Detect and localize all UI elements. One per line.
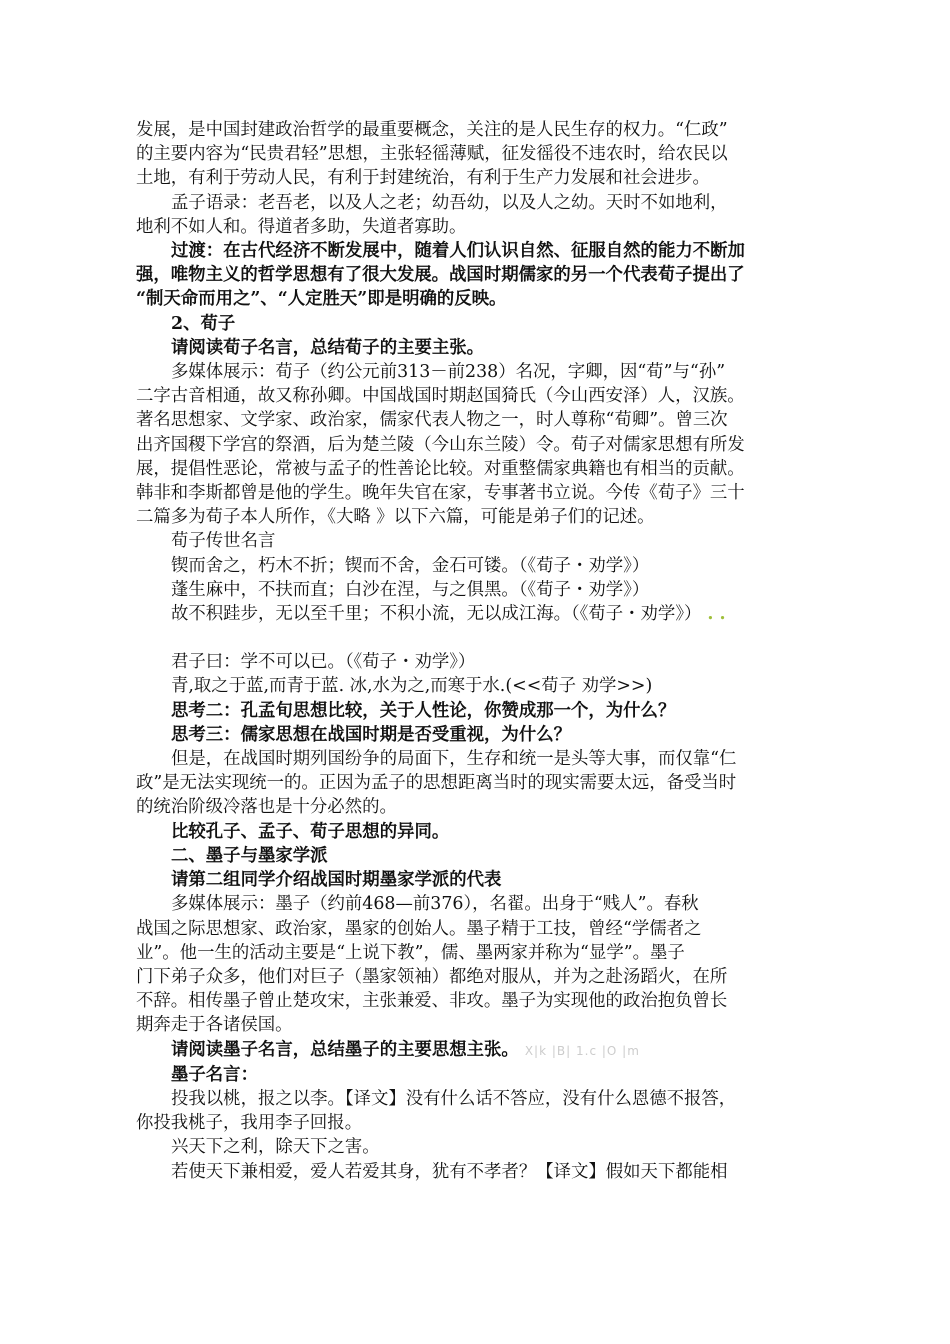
xunzi-quote-4: 君子曰：学不可以已。（《荀子・劝学》） — [171, 652, 476, 673]
mozi-quote-3: 若使天下兼相爱，爱人若爱其身，犹有不孝者？【译文】假如天下都能相 — [171, 1161, 728, 1182]
xunzi-reading-prompt: 请阅读荀子名言，总结荀子的主要主张。 — [171, 337, 485, 358]
xunzi-intro-line-7: 二篇多为荀子本人所作，《大略 》以下六篇，可能是弟子们的记述。 — [136, 507, 655, 528]
document-body — [136, 118, 826, 1184]
mozi-quote-2: 兴天下之利，除天下之害。 — [171, 1137, 380, 1158]
answer-line-3: 的统治阶级冷落也是十分必然的。 — [136, 797, 397, 818]
xunzi-quotes-title: 荀子传世名言 — [171, 531, 276, 552]
mozi-intro-line-2: 战国之际思想家、政治家，墨家的创始人。墨子精于工技，曾经“学儒者之 — [136, 918, 702, 939]
mencius-quotes-line-1: 孟子语录：老吾老，以及人之老；幼吾幼，以及人之幼。天时不如地利， — [171, 192, 728, 213]
xunzi-intro-line-1: 多媒体展示：荀子（约公元前313－前238）名况，字卿，因“荀”与“孙” — [171, 362, 726, 383]
think-question-3: 思考三：儒家思想在战国时期是否受重视，为什么？ — [171, 724, 571, 745]
mozi-reading-prompt-line — [136, 1038, 826, 1063]
think-question-2: 思考二：孔孟旬思想比较，关于人性论，你赞成那一个，为什么？ — [171, 700, 676, 721]
mozi-intro-line-1: 多媒体展示：墨子（约前468—前376），名翟。出身于“贱人”。春秋 — [171, 894, 699, 915]
answer-line-2: 政”是无法实现统一的。正因为孟子的思想距离当时的现实需要太远，备受当时 — [136, 773, 737, 794]
xunzi-quote-3: 故不积跬步，无以至千里；不积小流，无以成江海。（《荀子・劝学》） — [171, 604, 702, 625]
mozi-quote-1-line-2: 你投我桃子，我用李子回报。 — [136, 1113, 363, 1134]
xunzi-intro-line-4: 出齐国稷下学宫的祭酒，后为楚兰陵（今山东兰陵）令。荀子对儒家思想有所发 — [136, 434, 745, 455]
watermark: X|k |B| 1.c |O |m — [524, 1043, 640, 1058]
xunzi-intro-line-2: 二字古音相通，故又称孙卿。中国战国时期赵国猗氏（今山西安泽）人，汉族。 — [136, 386, 745, 407]
xunzi-quote-5: 青,取之于蓝,而青于蓝. 冰,水为之,而寒于水.(<<荀子 劝学>>) — [171, 676, 653, 697]
mencius-quotes-line-2: 地利不如人和。得道者多助，失道者寡助。 — [136, 216, 467, 237]
xunzi-intro-line-6: 韩非和李斯都曾是他的学生。晚年失官在家，专事著书立说。今传《荀子》三十 — [136, 483, 745, 504]
xunzi-intro-line-5: 展，提倡性恶论，常被与孟子的性善论比较。对重整儒家典籍也有相当的贡献。 — [136, 458, 745, 479]
mozi-reading-prompt: 请阅读墨子名言，总结墨子的主要思想主张。 — [171, 1039, 519, 1060]
stray-marks: . . — [707, 604, 726, 625]
section-heading-xunzi: 2、荀子 — [171, 313, 236, 334]
mozi-quotes-title: 墨子名言： — [171, 1064, 258, 1085]
mencius-paragraph-line-3: 土地，有利于劳动人民，有利于封建统治，有利于生产力发展和社会进步。 — [136, 168, 710, 189]
mozi-intro-line-6: 期奔走于各诸侯国。 — [136, 1015, 293, 1036]
answer-line-1: 但是，在战国时期列国纷争的局面下，生存和统一是头等大事，而仅靠“仁 — [171, 749, 737, 770]
mozi-group-prompt: 请第二组同学介绍战国时期墨家学派的代表 — [171, 870, 502, 891]
transition-line-1: 过渡：在古代经济不断发展中，随着人们认识自然、征服自然的能力不断加 — [171, 241, 745, 262]
compare-prompt: 比较孔子、孟子、荀子思想的异同。 — [171, 821, 450, 842]
transition-line-3: “制天命而用之”、“人定胜天”即是明确的反映。 — [136, 289, 507, 310]
mozi-intro-line-4: 门下弟子众多，他们对巨子（墨家领袖）都绝对服从，并为之赴汤蹈火，在所 — [136, 966, 728, 987]
mencius-paragraph-line-1: 发展，是中国封建政治哲学的最重要概念，关注的是人民生存的权力。“仁政” — [136, 120, 728, 140]
xunzi-intro-line-3: 著名思想家、文学家、政治家，儒家代表人物之一，时人尊称“荀卿”。曾三次 — [136, 410, 728, 431]
mozi-intro-line-5: 不辞。相传墨子曾止楚攻宋，主张兼爱、非攻。墨子为实现他的政治抱负曾长 — [136, 991, 728, 1012]
xunzi-quote-2: 蓬生麻中，不扶而直；白沙在涅，与之俱黑。（《荀子・劝学》） — [171, 579, 650, 600]
transition-line-2: 强，唯物主义的哲学思想有了很大发展。战国时期儒家的另一个代表荀子提出了 — [136, 265, 745, 286]
xunzi-quote-3-line — [136, 602, 826, 626]
mozi-intro-line-3: 业”。他一生的活动主要是“上说下教”，儒、墨两家并称为“显学”。墨子 — [136, 942, 685, 963]
blank-line — [136, 626, 826, 650]
section-heading-mozi: 二、墨子与墨家学派 — [171, 845, 328, 866]
xunzi-quote-1: 锲而舍之，朽木不折；锲而不舍，金石可镂。（《荀子・劝学》） — [171, 555, 650, 576]
mencius-paragraph-line-2: 的主要内容为“民贵君轻”思想，主张轻徭薄赋，征发徭役不违农时，给农民以 — [136, 144, 728, 165]
mozi-quote-1-line-1: 投我以桃，报之以李。【译文】没有什么话不答应，没有什么恩德不报答， — [171, 1088, 737, 1109]
